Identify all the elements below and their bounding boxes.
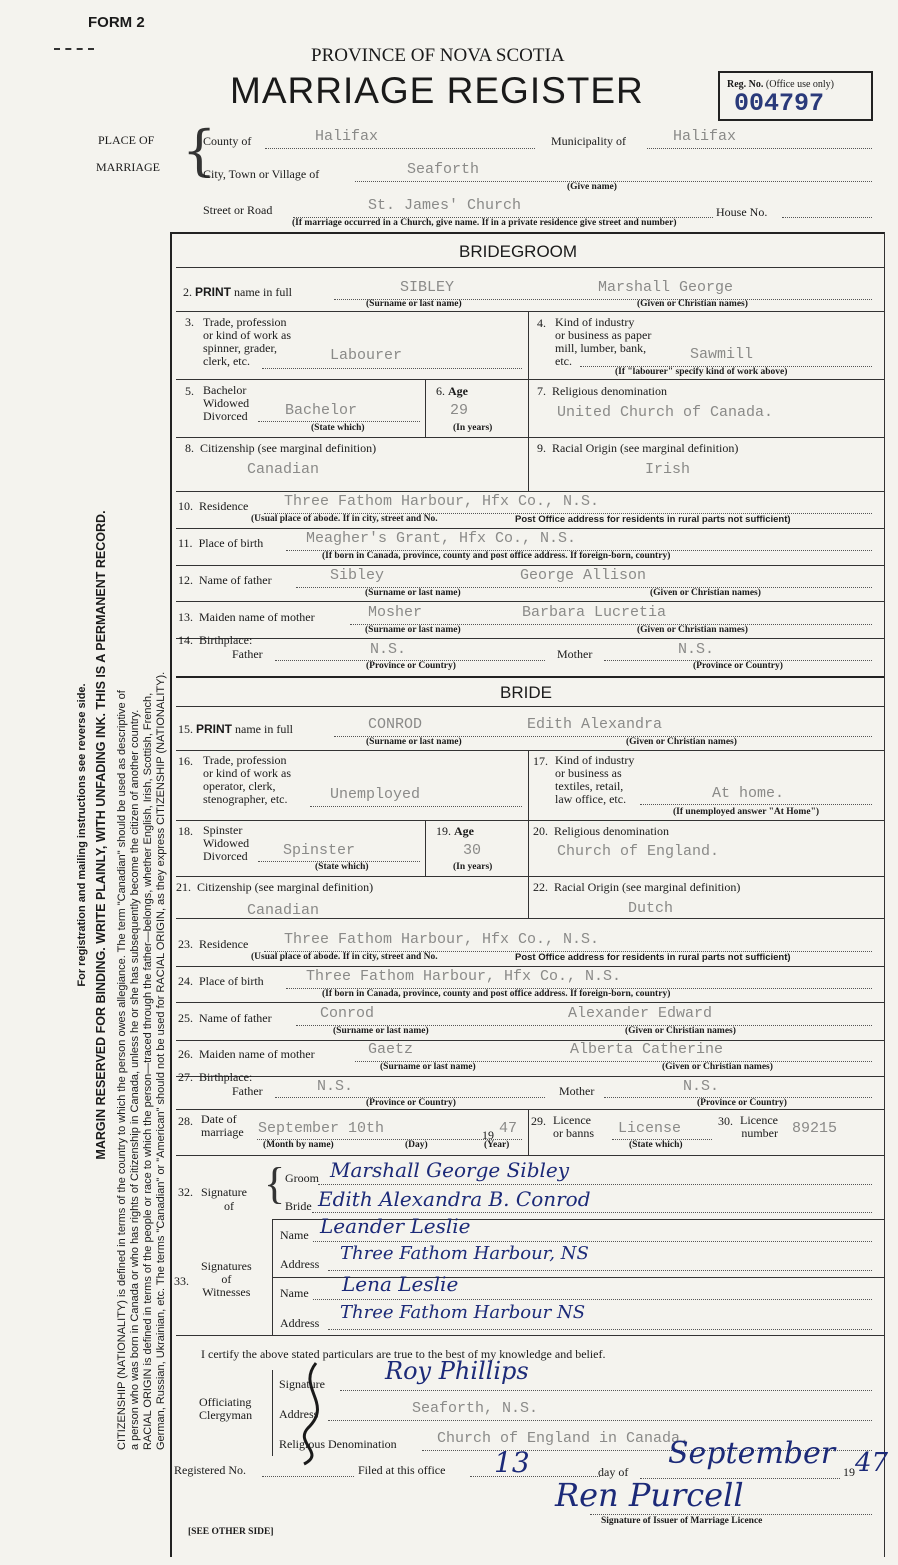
- groom-father-birthplace: N.S.: [370, 641, 407, 658]
- bride-racial-origin: Dutch: [628, 900, 674, 917]
- place-label-1: PLACE OF: [98, 133, 155, 147]
- groom-industry: Sawmill: [690, 346, 754, 363]
- bride-trade-desc: [203, 754, 291, 806]
- groom-citizenship: Canadian: [247, 461, 320, 478]
- licence-l2: or banns: [553, 1126, 594, 1140]
- bride-sig-label: Bride: [285, 1199, 312, 1213]
- groom-father-given-note: (Given or Christian names): [650, 588, 761, 598]
- give-name-note: (Give name): [567, 182, 617, 192]
- bride-bp-mother-label: Mother: [559, 1084, 595, 1098]
- groom-race-word: Racial Origin (see marginal definition): [552, 441, 739, 455]
- groom-n13: 13.: [178, 610, 193, 624]
- bride-n25: 25.: [178, 1011, 193, 1025]
- groom-age-label: [436, 384, 468, 399]
- bride-ind-l2: or business as: [555, 766, 622, 780]
- bride-father-word: Name of father: [199, 1011, 272, 1025]
- bride-pob-word: Place of birth: [199, 974, 264, 988]
- groom-n9: 9.: [537, 441, 546, 455]
- city-label: City, Town or Village of: [203, 167, 320, 181]
- bride-trade-l1: Trade, profession: [203, 753, 287, 767]
- bride-res-note-1: (Usual place of abode. If in city, street and No.: [251, 952, 438, 962]
- groom-status-note: (State which): [311, 423, 365, 433]
- house-label: House No.: [716, 205, 768, 219]
- street-note: (If marriage occurred in a Church, give name. If in a private residence give street and number): [292, 218, 677, 228]
- bride-industry: At home.: [712, 785, 785, 802]
- bride-residence: Three Fathom Harbour, Hfx Co., N.S.: [284, 931, 600, 948]
- clergy-denomination: Church of England in Canada.: [437, 1430, 690, 1447]
- groom-n6: 6.: [436, 384, 445, 398]
- reg-no-label: Reg. No.: [727, 79, 764, 90]
- groom-n14: 14.: [178, 633, 193, 647]
- clergy-mark: [286, 1358, 346, 1468]
- groom-n10: 10.: [178, 499, 193, 513]
- marriage-year-prefix: 19: [482, 1128, 494, 1142]
- bride-n22: 22.: [533, 880, 548, 894]
- witnesses-label: [201, 1260, 252, 1299]
- bride-residence-label: [178, 937, 248, 952]
- groom-st-l3: Divorced: [203, 409, 248, 423]
- groom-father-surname-note: (Surname or last name): [365, 588, 461, 598]
- groom-trade: Labourer: [330, 347, 403, 364]
- day-of-label: day of: [598, 1465, 629, 1479]
- form-label: FORM 2: [88, 14, 145, 31]
- bride-age: 30: [463, 842, 482, 859]
- groom-n4: 4.: [537, 316, 546, 330]
- groom-bp-mother-label: Mother: [557, 647, 593, 661]
- bride-mother-label: [178, 1047, 315, 1062]
- certify-statement: I certify the above stated particulars are true to the best of my knowledge and belief.: [201, 1347, 606, 1361]
- groom-religion-label: [537, 384, 667, 399]
- wit-l3: Witnesses: [202, 1285, 251, 1299]
- bride-age-note: (In years): [453, 862, 493, 872]
- bride-res-word: Residence: [199, 937, 249, 951]
- bride-father-birthplace: N.S.: [317, 1078, 354, 1095]
- bride-n19: 19.: [436, 824, 451, 838]
- bride-industry-note: (If unemployed answer "At Home"): [673, 807, 820, 817]
- groom-n5: 5.: [185, 384, 194, 398]
- bride-print-label: PRINT: [196, 722, 232, 736]
- groom-cit-word: Citizenship (see marginal definition): [200, 441, 377, 455]
- officiating-label: [199, 1396, 252, 1422]
- bride-industry-desc: [555, 754, 634, 806]
- bride-item-15: [178, 722, 293, 737]
- groom-status-desc: [203, 384, 249, 423]
- bride-age-word: Age: [454, 824, 474, 838]
- bride-n24: 24.: [178, 974, 193, 988]
- sig-brace: {: [264, 1159, 286, 1208]
- marriage-date-l1: Date of: [201, 1112, 237, 1126]
- groom-father-given: George Allison: [520, 567, 647, 584]
- licence-type-note: (State which): [629, 1140, 683, 1150]
- groom-surname: SIBLEY: [400, 279, 455, 296]
- bride-heading: BRIDE: [500, 683, 552, 702]
- bride-father-bp-note: (Province or Country): [366, 1098, 456, 1108]
- page-title: MARRIAGE REGISTER: [230, 70, 644, 111]
- bride-age-label: [436, 824, 474, 839]
- bride-given-names: Edith Alexandra: [527, 716, 663, 733]
- filed-label: Filed at this office: [358, 1463, 446, 1477]
- bride-cit-word: Citizenship (see marginal definition): [197, 880, 374, 894]
- groom-res-note-2: Post Office address for residents in rural parts not sufficient): [515, 514, 791, 525]
- groom-mother-label: [178, 610, 315, 625]
- groom-pob-note: (If born in Canada, province, county and post office address. If foreign-born, country): [322, 551, 671, 561]
- witness-1-address: Three Fathom Harbour, NS: [340, 1243, 589, 1264]
- bride-birthplace: Three Fathom Harbour, Hfx Co., N.S.: [306, 968, 622, 985]
- bride-citizenship-label: [176, 880, 373, 895]
- groom-father-word: Name of father: [199, 573, 272, 587]
- margin-line-4: a person who was born in Canada or who has rights of Citizenship in Canada, unless he or she has subsequently become the citizen of another country.: [129, 709, 141, 1450]
- wit-l1: Signatures: [201, 1259, 252, 1273]
- bride-n21: 21.: [176, 880, 191, 894]
- groom-st-l2: Widowed: [203, 396, 250, 410]
- bride-bp-word: Birthplace:: [199, 1070, 253, 1084]
- bride-mother-given-note: (Given or Christian names): [662, 1062, 773, 1072]
- registered-label: Registered No.: [174, 1463, 246, 1477]
- licence-number-label: [740, 1114, 778, 1140]
- bride-father-label: [178, 1011, 272, 1026]
- margin-line-6: German, Russian, Ukrainian, etc. The terms "Canadian" or "American" should not be used for RACIAL ORIGIN, as they express CITIZENSHIP (NATIONALITY).: [155, 671, 167, 1450]
- groom-mother-surname: Mosher: [368, 604, 423, 621]
- groom-given-note: (Given or Christian names): [637, 299, 748, 309]
- county-value: Halifax: [315, 128, 379, 145]
- bride-status-note: (State which): [315, 862, 369, 872]
- punch-mark: [54, 48, 94, 50]
- marriage-year: 47: [499, 1120, 518, 1137]
- groom-religion: United Church of Canada.: [557, 404, 774, 421]
- groom-ind-l4: etc.: [555, 354, 572, 368]
- groom-father-label: [178, 573, 272, 588]
- licence-type: License: [618, 1120, 682, 1137]
- bride-res-note-2: Post Office address for residents in rural parts not sufficient): [515, 952, 791, 963]
- marriage-month-note: (Month by name): [263, 1140, 334, 1150]
- bride-mother-surname: Gaetz: [368, 1041, 414, 1058]
- filed-month: September: [668, 1436, 836, 1471]
- groom-res-word: Residence: [199, 499, 249, 513]
- groom-trade-l3: spinner, grader,: [203, 341, 278, 355]
- groom-rel-word: Religious denomination: [552, 384, 667, 398]
- clergy-address-label: Address: [279, 1407, 319, 1421]
- margin-instructions: [76, 220, 168, 1450]
- off-l1: Officiating: [199, 1395, 252, 1409]
- bride-bp-label: [178, 1070, 252, 1085]
- groom-trade-l4: clerk, etc.: [203, 354, 250, 368]
- bride-mother-given: Alberta Catherine: [570, 1041, 724, 1058]
- w1-address-label: Address: [280, 1257, 320, 1271]
- groom-age-word: Age: [448, 384, 468, 398]
- issuer-signature: Ren Purcell: [555, 1476, 744, 1514]
- bride-mother-surname-note: (Surname or last name): [380, 1062, 476, 1072]
- groom-industry-desc: [555, 316, 651, 368]
- bride-trade-l4: stenographer, etc.: [203, 792, 288, 806]
- groom-ind-l1: Kind of industry: [555, 315, 635, 329]
- marriage-date-l2: marriage: [201, 1125, 244, 1139]
- bride-ind-l3: textiles, retail,: [555, 779, 624, 793]
- groom-mother-given-note: (Given or Christian names): [637, 625, 748, 635]
- marriage-n28: 28.: [178, 1114, 193, 1128]
- marriage-day-note: (Day): [405, 1140, 428, 1150]
- groom-residence-label: [178, 499, 248, 514]
- street-value: St. James' Church: [368, 197, 522, 214]
- bride-mother-bp-note: (Province or Country): [697, 1098, 787, 1108]
- groom-bp-label: [178, 633, 252, 648]
- groom-trade-l2: or kind of work as: [203, 328, 291, 342]
- sig-of: of: [224, 1199, 234, 1213]
- groom-print-label: PRINT: [195, 285, 231, 299]
- margin-line-2: MARGIN RESERVED FOR BINDING. WRITE PLAINLY, WITH UNFADING INK. THIS IS A PERMANENT RECORD.: [94, 510, 108, 1160]
- groom-citizenship-label: [185, 441, 376, 456]
- groom-trade-label: [185, 316, 194, 329]
- groom-sig-label: Groom: [285, 1171, 319, 1185]
- bride-n18: 18.: [178, 824, 193, 838]
- margin-line-3: CITIZENSHIP (NATIONALITY) is defined in terms of the country to which the person owes allegiance. The term "Canadian" should be used as descriptive of: [116, 690, 128, 1450]
- bride-race-word: Racial Origin (see marginal definition): [554, 880, 741, 894]
- groom-n2: 2.: [183, 285, 192, 299]
- groom-industry-note: (If "labourer" specify kind of work above): [615, 367, 788, 377]
- filed-year-prefix: 19: [843, 1465, 855, 1479]
- bride-mother-birthplace: N.S.: [683, 1078, 720, 1095]
- groom-ind-l3: mill, lumber, bank,: [555, 341, 647, 355]
- bride-religion: Church of England.: [557, 843, 720, 860]
- bride-marital-status: Spinster: [283, 842, 356, 859]
- groom-racial-origin: Irish: [645, 461, 691, 478]
- clergy-address: Seaforth, N.S.: [412, 1400, 539, 1417]
- marriage-year-note: (Year): [484, 1140, 510, 1150]
- groom-bp-father-label: Father: [232, 647, 263, 661]
- place-brace: {: [182, 119, 217, 182]
- groom-trade-l1: Trade, profession: [203, 315, 287, 329]
- licence-type-label: [553, 1114, 594, 1140]
- bride-father-surname: Conrod: [320, 1005, 375, 1022]
- groom-pob-word: Place of birth: [198, 536, 264, 550]
- groom-n11: 11.: [178, 536, 193, 550]
- bridegroom-heading: BRIDEGROOM: [459, 242, 578, 261]
- groom-surname-note: (Surname or last name): [366, 299, 462, 309]
- filed-year: 47: [855, 1448, 889, 1478]
- groom-residence: Three Fathom Harbour, Hfx Co., N.S.: [284, 493, 600, 510]
- bride-n17: 17.: [533, 754, 548, 768]
- wit-l2: of: [221, 1272, 232, 1286]
- w1-name-label: Name: [280, 1228, 309, 1242]
- bride-father-given-note: (Given or Christian names): [625, 1026, 736, 1036]
- groom-res-note-1: (Usual place of abode. If in city, street and No.: [251, 514, 438, 524]
- bride-n26: 26.: [178, 1047, 193, 1061]
- groom-item-2: [183, 285, 292, 300]
- form-left-border: [170, 232, 172, 1557]
- bride-religion-label: [533, 824, 669, 839]
- bride-surname-note: (Surname or last name): [366, 737, 462, 747]
- bride-trade-l3: operator, clerk,: [203, 779, 276, 793]
- form-top-border: [170, 232, 884, 234]
- marriage-n30: 30.: [718, 1114, 733, 1128]
- licence-num-l2: number: [741, 1126, 778, 1140]
- groom-mother-word: Maiden name of mother: [199, 610, 315, 624]
- street-label: Street or Road: [203, 203, 273, 217]
- groom-age: 29: [450, 402, 469, 419]
- bride-n27: 27.: [178, 1070, 193, 1084]
- bride-ind-l4: law office, etc.: [555, 792, 627, 806]
- groom-mother-surname-note: (Surname or last name): [365, 625, 461, 635]
- bride-racial-label: [533, 880, 740, 895]
- marriage-date: September 10th: [258, 1120, 385, 1137]
- groom-ind-l2: or business as paper: [555, 328, 652, 342]
- municipality-value: Halifax: [673, 128, 737, 145]
- groom-bp-word: Birthplace:: [199, 633, 253, 647]
- w2-name-label: Name: [280, 1286, 309, 1300]
- groom-st-l1: Bachelor: [203, 383, 247, 397]
- county-label: County of: [203, 134, 252, 148]
- reg-no-box: [718, 71, 873, 121]
- margin-line-5: RACIAL ORIGIN is defined in terms of the people or race to which the person—traced through the father—belongs, whether English, Irish, Scottish, French,: [142, 692, 154, 1450]
- groom-n12: 12.: [178, 573, 193, 587]
- bride-n20: 20.: [533, 824, 548, 838]
- sig-n32: 32.: [178, 1185, 193, 1199]
- bride-st-l1: Spinster: [203, 823, 243, 837]
- licence-number: 89215: [792, 1120, 838, 1137]
- reg-no-note: (Office use only): [765, 79, 835, 90]
- sig-label: Signature: [201, 1185, 247, 1199]
- off-l2: Clergyman: [199, 1408, 253, 1422]
- groom-father-bp-note: (Province or Country): [366, 661, 456, 671]
- issuer-label: Signature of Issuer of Marriage Licence: [601, 1516, 763, 1526]
- clergy-denom-label: Religious Denomination: [279, 1437, 397, 1451]
- clergy-signature: Roy Phillips: [385, 1357, 529, 1385]
- bride-bp-father-label: Father: [232, 1084, 263, 1098]
- groom-birthplace: Meagher's Grant, Hfx Co., N.S.: [306, 530, 577, 547]
- groom-name-label: name in full: [234, 285, 292, 299]
- bride-ind-l1: Kind of industry: [555, 753, 635, 767]
- bride-signature: Edith Alexandra B. Conrod: [318, 1187, 591, 1211]
- bride-n23: 23.: [178, 937, 193, 951]
- witness-2-name: Lena Leslie: [342, 1272, 459, 1296]
- groom-given-names: Marshall George: [598, 279, 734, 296]
- groom-trade-desc: [203, 316, 291, 368]
- reg-no-value: 004797: [734, 89, 825, 118]
- see-other-side: [SEE OTHER SIDE]: [188, 1527, 274, 1537]
- municipality-label: Municipality of: [551, 134, 626, 148]
- bride-trade-l2: or kind of work as: [203, 766, 291, 780]
- bride-mother-word: Maiden name of mother: [199, 1047, 315, 1061]
- w2-address-label: Address: [280, 1316, 320, 1330]
- clergy-sig-label: Signature: [279, 1377, 325, 1391]
- marriage-n29: 29.: [531, 1114, 546, 1128]
- groom-age-note: (In years): [453, 423, 493, 433]
- groom-n3: 3.: [185, 315, 194, 329]
- groom-mother-bp-note: (Province or Country): [693, 661, 783, 671]
- bride-st-l2: Widowed: [203, 836, 250, 850]
- form-right-border: [884, 232, 885, 1557]
- bride-status-desc: [203, 824, 249, 863]
- bride-surname: CONROD: [368, 716, 423, 733]
- groom-marital-status: Bachelor: [285, 402, 358, 419]
- witness-1-name: Leander Leslie: [320, 1214, 471, 1238]
- groom-signature: Marshall George Sibley: [330, 1158, 570, 1182]
- city-value: Seaforth: [407, 161, 480, 178]
- licence-num-l1: Licence: [740, 1113, 778, 1127]
- bride-father-surname-note: (Surname or last name): [333, 1026, 429, 1036]
- place-label-2: MARRIAGE: [96, 160, 161, 174]
- province-heading: PROVINCE OF NOVA SCOTIA: [311, 45, 565, 66]
- bride-n15: 15.: [178, 722, 193, 736]
- bride-citizenship: Canadian: [247, 902, 320, 919]
- bride-trade: Unemployed: [330, 786, 421, 803]
- bride-n16: 16.: [178, 754, 193, 768]
- filed-day: 13: [494, 1446, 530, 1479]
- groom-racial-label: [537, 441, 738, 456]
- bride-pob-label: [178, 974, 264, 989]
- marriage-date-label: [201, 1113, 244, 1139]
- bride-father-given: Alexander Edward: [568, 1005, 713, 1022]
- groom-mother-birthplace: N.S.: [678, 641, 715, 658]
- licence-l1: Licence: [553, 1113, 591, 1127]
- groom-father-surname: Sibley: [330, 567, 385, 584]
- margin-line-1: For registration and mailing instructions see reverse side.: [76, 683, 88, 987]
- bride-given-note: (Given or Christian names): [626, 737, 737, 747]
- groom-n8: 8.: [185, 441, 194, 455]
- groom-pob-label: [178, 536, 263, 551]
- bride-name-label: name in full: [235, 722, 293, 736]
- bride-pob-note: (If born in Canada, province, county and post office address. If foreign-born, country): [322, 989, 671, 999]
- wit-n33: 33.: [174, 1274, 189, 1288]
- witness-2-address: Three Fathom Harbour NS: [340, 1302, 586, 1323]
- groom-n7: 7.: [537, 384, 546, 398]
- bride-rel-word: Religious denomination: [554, 824, 669, 838]
- groom-mother-given: Barbara Lucretia: [522, 604, 667, 621]
- bride-st-l3: Divorced: [203, 849, 248, 863]
